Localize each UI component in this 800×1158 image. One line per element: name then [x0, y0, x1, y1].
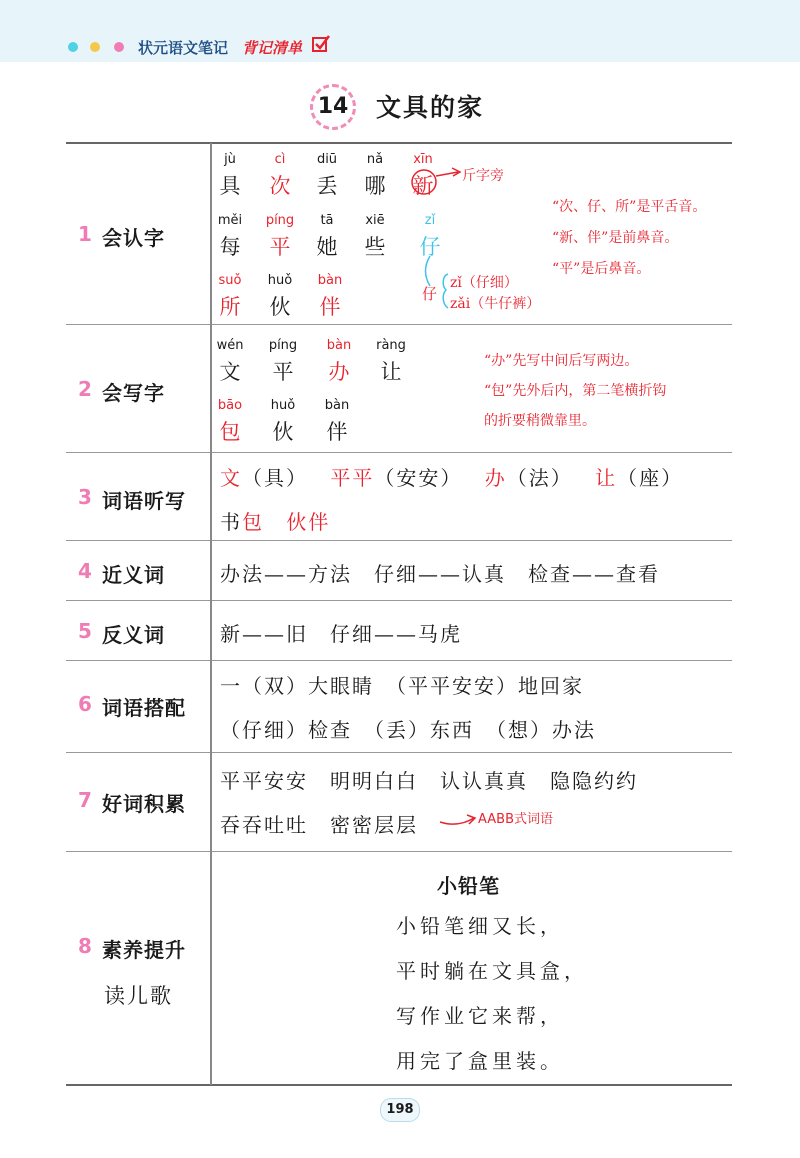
section-number: 4 — [78, 559, 92, 583]
char-card: nǎ 哪 — [364, 152, 386, 198]
header-band — [0, 0, 800, 62]
poem-line: 用完了盒里装。 — [396, 1049, 564, 1073]
checklist-tag: 背记清单 — [242, 39, 303, 57]
char-card: bàn 伴 — [324, 398, 350, 444]
note-bao-stroke-2: 的折要稍微靠里。 — [484, 413, 596, 429]
note-polyphone-char: 仔 — [422, 285, 438, 303]
section-number: 5 — [78, 619, 92, 643]
char-card: měi 每 — [217, 213, 243, 259]
dot-pink — [114, 42, 124, 52]
note-ban-stroke: “办”先写中间后写两边。 — [484, 353, 639, 369]
collocation-line-2: （仔细）检查 （丢）东西 （想）办法 — [220, 718, 596, 742]
section-number: 8 — [78, 934, 92, 958]
row-divider — [66, 851, 732, 852]
row-divider — [66, 324, 732, 325]
column-divider — [210, 143, 212, 1085]
row-divider — [66, 600, 732, 601]
row-divider — [66, 660, 732, 661]
note-aabb: AABB式词语 — [478, 812, 553, 827]
lesson-number: 14 — [310, 84, 356, 130]
note-radical: 斤字旁 — [462, 168, 504, 184]
char-card: ràng 让 — [376, 338, 406, 384]
char-card: bāo 包 — [217, 398, 243, 444]
collocation-line-1: 一（双）大眼睛 （平平安安）地回家 — [220, 674, 584, 698]
row-divider — [66, 540, 732, 541]
section-label-good-words: 好词积累 — [102, 792, 186, 816]
char-card: píng 平 — [265, 213, 295, 259]
section-label-write: 会写字 — [102, 381, 165, 405]
char-card: tā 她 — [316, 213, 338, 259]
char-card: cì 次 — [269, 152, 291, 198]
char-card: jù 具 — [219, 152, 241, 198]
section-label-collocation: 词语搭配 — [102, 696, 186, 720]
char-card: huǒ 伙 — [270, 398, 296, 444]
char-card: xīn 新 — [412, 152, 434, 198]
char-card: diū 丢 — [316, 152, 338, 198]
char-card: bàn 办 — [326, 338, 352, 384]
section-label-antonyms: 反义词 — [102, 623, 165, 647]
row-divider — [66, 452, 732, 453]
section-number: 3 — [78, 485, 92, 509]
char-card: wén 文 — [216, 338, 244, 384]
note-back-nasal: “平”是后鼻音。 — [552, 261, 651, 277]
lesson-title: 文具的家 — [376, 93, 485, 122]
poem-line: 写作业它来帮， — [396, 1004, 564, 1028]
note-bao-stroke: “包”先外后内，第二笔横折钩 — [484, 383, 667, 399]
char-card: huǒ 伙 — [267, 273, 293, 319]
char-card: píng 平 — [268, 338, 298, 384]
section-label-dictation: 词语听写 — [102, 489, 186, 513]
poem-line: 平时躺在文具盒， — [396, 959, 588, 983]
dictation-line-2: 书包 伙伴 — [220, 510, 331, 534]
note-zi-reading: zǐ（仔细） — [450, 275, 518, 291]
char-card: bàn 伴 — [317, 273, 343, 319]
aabb-arrow-head — [467, 815, 475, 824]
dot-cyan — [68, 42, 78, 52]
good-words-line-2: 吞吞吐吐 密密层层 — [220, 813, 418, 837]
poem-line: 小铅笔细又长， — [396, 914, 564, 938]
poem-title: 小铅笔 — [437, 874, 500, 898]
table-top-line — [66, 142, 732, 144]
dictation-line-1: 文（具） 平平（安安） 办（法） 让（座） — [220, 466, 684, 490]
section-label-recognize: 会认字 — [102, 226, 165, 250]
dot-yellow — [90, 42, 100, 52]
char-card: suǒ 所 — [218, 273, 242, 319]
note-flat-tongue: “次、仔、所”是平舌音。 — [552, 199, 707, 215]
section-number: 1 — [78, 222, 92, 246]
good-words-line-1: 平平安安 明明白白 认认真真 隐隐约约 — [220, 769, 638, 793]
section-sublabel-read-rhyme: 读儿歌 — [104, 984, 173, 1008]
arrow-head — [452, 168, 460, 176]
note-zai-reading: zǎi（牛仔裤） — [450, 296, 541, 312]
note-front-nasal: “新、伴”是前鼻音。 — [552, 230, 679, 246]
char-card: xiē 些 — [364, 213, 386, 259]
section-label-literacy: 素养提升 — [102, 938, 186, 962]
synonyms-text: 办法——方法 仔细——认真 检查——查看 — [220, 562, 660, 586]
check-icon — [312, 35, 330, 53]
page-number: 198 — [380, 1098, 420, 1122]
section-label-synonyms: 近义词 — [102, 563, 165, 587]
antonyms-text: 新——旧 仔细——马虎 — [220, 622, 462, 646]
section-number: 2 — [78, 377, 92, 401]
char-card: zǐ 仔 — [419, 213, 441, 259]
aabb-arrow — [440, 818, 474, 824]
section-number: 6 — [78, 692, 92, 716]
row-divider — [66, 752, 732, 753]
brand-title: 状元语文笔记 — [138, 39, 229, 57]
table-bottom-line — [66, 1084, 732, 1086]
cyan-brace — [443, 274, 448, 308]
section-number: 7 — [78, 788, 92, 812]
